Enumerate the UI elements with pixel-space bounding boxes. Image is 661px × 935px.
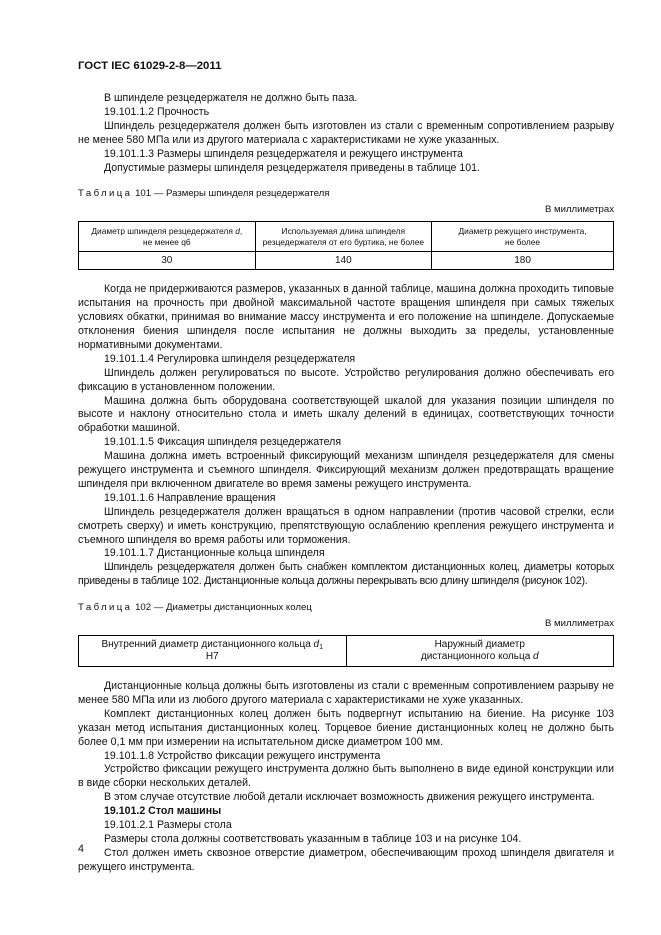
clause-heading: 19.101.1.4 Регулировка шпинделя резцедержателя [104,352,356,365]
table-cell: 140 [255,252,432,270]
paragraph: Машина должна иметь встроенный фиксирующий механизм шпинделя резцедержателя для смены режущего инструмента и съемного шпинделя. Фиксирующий механизм должен предотвращать вращение шпинделя при включенном двигателе во время замены режущего инструмента. [78,450,614,490]
paragraph: В этом случае отсутствие любой детали исключает возможность движения режущего инструмента. [104,791,595,804]
header-cell: Используемая длина шпинделя резцедержателя от его буртика, не более [255,222,432,252]
table-header-row [79,222,614,252]
table-word: Таблица [78,602,133,614]
paragraph: В шпинделе резцедержателя не должно быть паза. [104,92,358,104]
table-101-caption: Таблица 101 — Размеры шпинделя резцедержателя [78,188,330,200]
paragraph: Комплект дистанционных колец должен быть подвергнут испытанию на биение. На рисунке 103 указан метод испытания дистанционных колец. Торцевое биение дистанционных колец не должно быть более 0,1 мм при измерении на испытательном диске диаметром 100 мм. [78,707,614,748]
paragraph: Устройство фиксации режущего инструмента должно быть выполнено в виде единой конструкции или в виде сборки нескольких деталей. [78,763,614,790]
table-cell: 30 [79,252,256,270]
table-101-units: В миллиметрах [544,204,614,216]
table-row [79,252,614,270]
paragraph: Шпиндель резцедержателя должен быть изготовлен из стали с временным сопротивлением разрыву не менее 580 МПа или из другого материала с характеристиками не хуже указанных. [78,119,614,146]
clause-heading: 19.101.1.7 Дистанционные кольца шпинделя [104,547,325,560]
table-102-units: В миллиметрах [544,618,614,630]
header-cell: Внутренний диаметр дистанционного кольца $d_1$ H7 [79,636,347,667]
document-header: ГОСТ IEC 61029-2-8—2011 [78,60,222,72]
header-cell: Диаметр шпинделя резцедержателя d, не менее q6 [79,222,256,252]
paragraph: Размеры стола должны соответствовать указанным в таблице 103 и на рисунке 104. [104,832,522,845]
clause-heading: 19.101.1.5 Фиксация шпинделя резцедержателя [104,436,342,449]
header-cell: Диаметр режущего инструмента, не более [432,222,614,252]
table-cell: 180 [432,252,614,270]
paragraph: Дистанционные кольца должны быть изготовлены из стали с временным сопротивлением разрыву не менее 580 МПа или из любого другого материала с характеристиками не хуже указанных. [78,680,614,706]
paragraph: Шпиндель резцедержателя должен быть снабжен комплектом дистанционных колец, диаметры которых приведены в таблице 102. Дистанционные кольца должны перекрывать всю длину шпинделя (рисунок 102). [78,561,614,588]
table-102 [78,635,614,667]
clause-heading: 19.101.1.8 Устройство фиксации режущего инструмента [104,749,381,762]
header-cell: Наружный диаметр дистанционного кольца d [346,636,614,667]
paragraph: Машина должна быть оборудована соответствующей шкалой для указания позиции шпинделя по высоте и наклону относительно стола и иметь шкалу делений в единицах, соответствующих точности обработки машиной. [78,394,614,435]
clause-heading: 19.101.1.2 Прочность [104,105,210,118]
paragraph: Шпиндель должен регулироваться по высоте. Устройство регулирования должно обеспечивать его фиксацию в установленном положении. [78,366,614,393]
clause-heading: 19.101.1.6 Направление вращения [104,491,276,504]
section-heading: 19.101.2 Стол машины [104,805,222,818]
document-body [78,92,614,875]
clause-heading: 19.101.1.3 Размеры шпинделя резцедержателя и режущего инструмента [104,147,463,160]
table-header-row [79,636,614,667]
table-101 [78,221,614,270]
paragraph: Шпиндель резцедержателя должен вращаться в одном направлении (против часовой стрелки, если смотреть сверху) и иметь конструкцию, препятствующую ослаблению крепления режущего инструмента и съемного шпинделя во время работы или торможения. [78,505,614,546]
paragraph: Допустимые размеры шпинделя резцедержателя приведены в таблице 101. [104,161,480,174]
page-number: 4 [78,843,84,855]
paragraph: Когда не придерживаются размеров, указанных в данной таблице, машина должна проходить типовые испытания на прочность при двойной максимальной частоте вращения шпинделя при самых тяжелых условиях обкатки, принимая во внимание массу инструмента и его положение на шпинделе. Допускаемые отклонения биения шпинделя после испытания не должны выходить за пределы, установленные нормативными документами. [78,283,614,351]
table-word: Таблица [78,188,133,200]
paragraph: Стол должен иметь сквозное отверстие диаметром, обеспечивающим проход шпинделя двигателя и режущего инструмента. [78,846,614,873]
table-102-caption: Таблица 102 — Диаметры дистанционных колец [78,602,312,614]
clause-heading: 19.101.2.1 Размеры стола [104,819,232,832]
